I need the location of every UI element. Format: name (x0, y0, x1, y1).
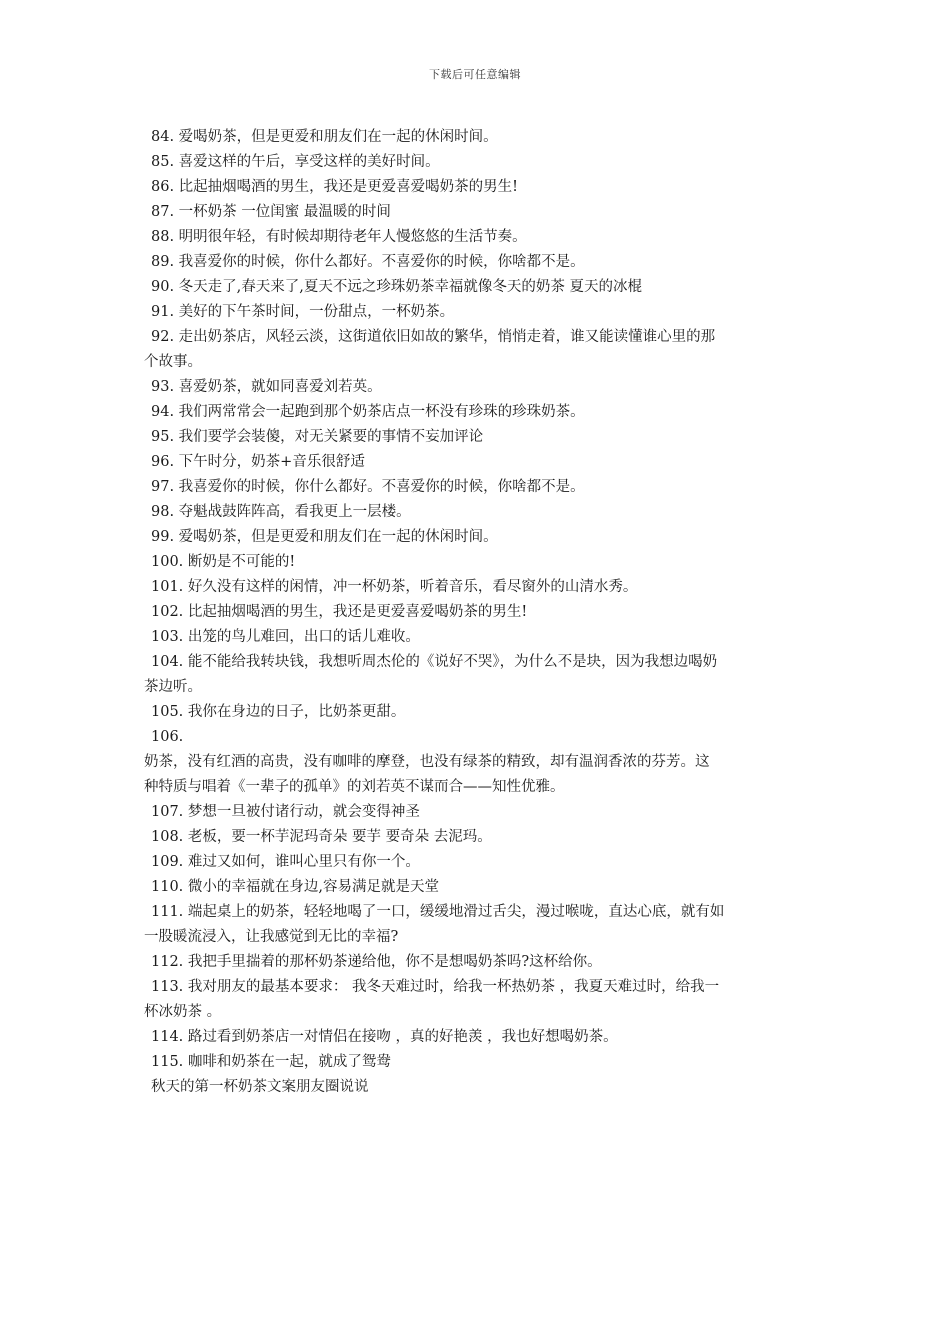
text-line: 115. 咖啡和奶茶在一起，就成了鸳鸯 (151, 1054, 391, 1070)
text-line: 89. 我喜爱你的时候，你什么都好。不喜爱你的时候，你啥都不是。 (151, 254, 585, 270)
text-line: 个故事。 (144, 354, 202, 370)
text-line: 99. 爱喝奶茶，但是更爱和朋友们在一起的休闲时间。 (151, 529, 498, 545)
text-line: 111. 端起桌上的奶茶，轻轻地喝了一口，缓缓地滑过舌尖，漫过喉咙，直达心底，就有如 (151, 904, 725, 920)
text-line: 84. 爱喝奶茶，但是更爱和朋友们在一起的休闲时间。 (151, 129, 498, 145)
text-line: 92. 走出奶茶店，风轻云淡，这街道依旧如故的繁华，悄悄走着，谁又能读懂谁心里的那 (151, 329, 716, 345)
text-line: 100. 断奶是不可能的! (151, 554, 296, 570)
text-line: 91. 美好的下午茶时间，一份甜点，一杯奶茶。 (151, 304, 455, 320)
text-line: 97. 我喜爱你的时候，你什么都好。不喜爱你的时候，你啥都不是。 (151, 479, 585, 495)
text-line: 96. 下午时分，奶茶+音乐很舒适 (151, 454, 365, 470)
text-line: 114. 路过看到奶茶店一对情侣在接吻 ，真的好艳羡 ，我也好想喝奶茶。 (151, 1029, 618, 1045)
text-line: 90. 冬天走了,春天来了,夏天不远之珍珠奶茶幸福就像冬天的奶茶 夏天的冰棍 (151, 279, 642, 295)
text-line: 一股暖流浸入，让我感觉到无比的幸福? (144, 929, 399, 945)
text-line: 85. 喜爱这样的午后，享受这样的美好时间。 (151, 154, 440, 170)
text-line: 88. 明明很年轻，有时候却期待老年人慢悠悠的生活节奏。 (151, 229, 527, 245)
text-line: 94. 我们两常常会一起跑到那个奶茶店点一杯没有珍珠的珍珠奶茶。 (151, 404, 585, 420)
text-line: 107. 梦想一旦被付诸行动，就会变得神圣 (151, 804, 420, 820)
text-line: 101. 好久没有这样的闲情，冲一杯奶茶，听着音乐，看尽窗外的山清水秀。 (151, 579, 638, 595)
text-line: 102. 比起抽烟喝酒的男生，我还是更爱喜爱喝奶茶的男生! (151, 604, 528, 620)
page-header: 下载后可任意编辑 (429, 68, 521, 81)
text-line: 106. (151, 729, 184, 745)
text-line: 104. 能不能给我转块钱，我想听周杰伦的《说好不哭》，为什么不是块，因为我想边喝奶 (151, 654, 718, 670)
text-line: 茶边听。 (144, 679, 202, 695)
text-line: 98. 夺魁战鼓阵阵高，看我更上一层楼。 (151, 504, 411, 520)
text-line: 105. 我你在身边的日子，比奶茶更甜。 (151, 704, 406, 720)
text-line: 杯冰奶茶 。 (144, 1004, 222, 1020)
text-line: 109. 难过又如何，谁叫心里只有你一个。 (151, 854, 420, 870)
text-line: 110. 微小的幸福就在身边,容易满足就是天堂 (151, 879, 440, 895)
text-line: 种特质与唱着《一辈子的孤单》的刘若英不谋而合——知性优雅。 (144, 779, 565, 795)
text-line: 103. 出笼的鸟儿难回，出口的话儿难收。 (151, 629, 420, 645)
text-line: 93. 喜爱奶茶，就如同喜爱刘若英。 (151, 379, 382, 395)
text-line: 秋天的第一杯奶茶文案朋友圈说说 (151, 1079, 369, 1095)
text-line: 86. 比起抽烟喝酒的男生，我还是更爱喜爱喝奶茶的男生! (151, 179, 518, 195)
text-line: 108. 老板，要一杯芋泥玛奇朵 要芋 要奇朵 去泥玛。 (151, 829, 492, 845)
document-body (144, 125, 814, 1100)
text-line: 112. 我把手里揣着的那杯奶茶递给他，你不是想喝奶茶吗?这杯给你。 (151, 954, 602, 970)
text-line: 奶茶，没有红酒的高贵，没有咖啡的摩登，也没有绿茶的精致，却有温润香浓的芬芳。这 (144, 754, 710, 770)
text-line: 87. 一杯奶茶 一位闺蜜 最温暖的时间 (151, 204, 391, 220)
text-line: 95. 我们要学会装傻，对无关紧要的事情不妄加评论 (151, 429, 484, 445)
text-line: 113. 我对朋友的最基本要求： 我冬天难过时，给我一杯热奶茶 ，我夏天难过时，给我一 (151, 979, 720, 995)
